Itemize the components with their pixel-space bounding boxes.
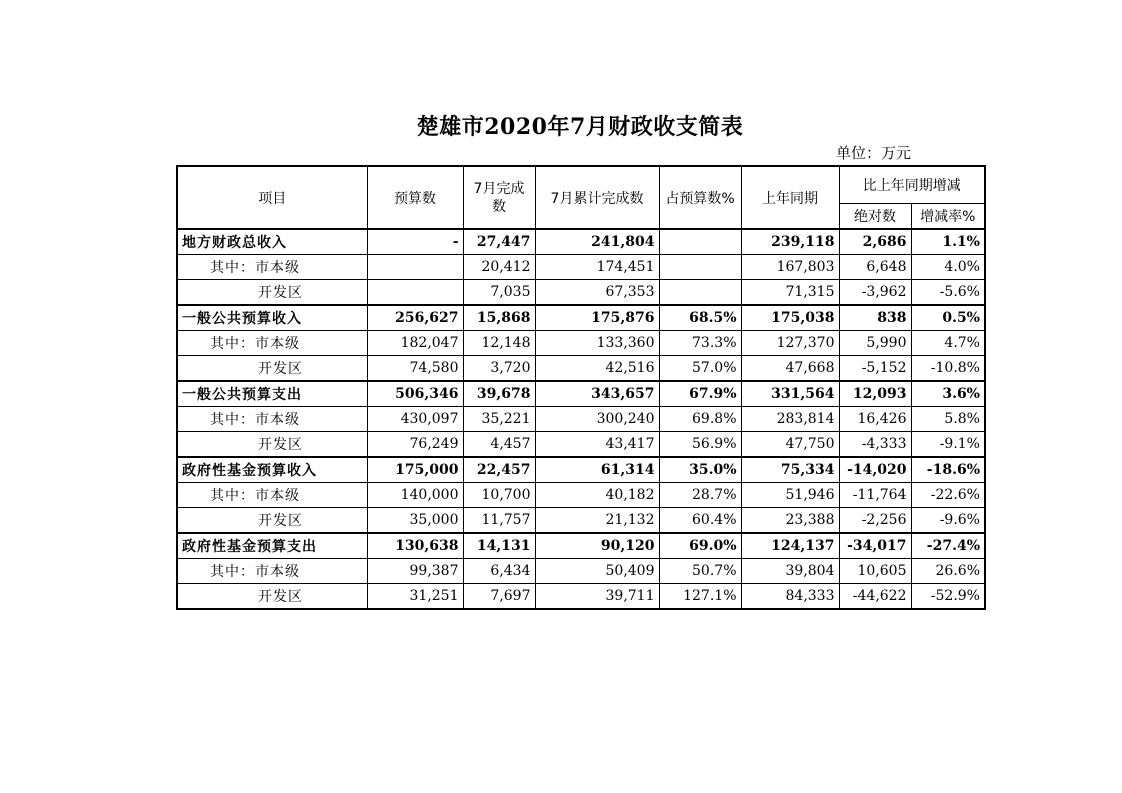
cell-pct: 127.1% xyxy=(659,584,741,610)
row-label: 其中：市本级 xyxy=(177,483,367,508)
table-row xyxy=(177,407,985,432)
cell-budget: 35,000 xyxy=(367,508,463,534)
row-label: 政府性基金预算收入 xyxy=(177,457,367,483)
header-july: 7月完成数 xyxy=(463,166,535,229)
unit-label: 单位：万元 xyxy=(836,144,912,162)
cell-july: 7,697 xyxy=(463,584,535,610)
cell-ly: 283,814 xyxy=(741,407,839,432)
cell-cum: 300,240 xyxy=(535,407,659,432)
cell-pct: 35.0% xyxy=(659,457,741,483)
cell-abs: 16,426 xyxy=(839,407,911,432)
row-label: 开发区 xyxy=(177,280,367,306)
cell-july: 20,412 xyxy=(463,255,535,280)
header-rate: 增减率% xyxy=(911,204,985,230)
cell-pct: 67.9% xyxy=(659,381,741,407)
document-title: 楚雄市2020年7月财政收支简表 xyxy=(416,114,744,140)
cell-budget: - xyxy=(367,229,463,255)
cell-abs: 838 xyxy=(839,305,911,331)
cell-july: 11,757 xyxy=(463,508,535,534)
cell-cum: 343,657 xyxy=(535,381,659,407)
cell-budget: 74,580 xyxy=(367,356,463,382)
cell-pct: 28.7% xyxy=(659,483,741,508)
cell-abs: 2,686 xyxy=(839,229,911,255)
cell-cum: 21,132 xyxy=(535,508,659,534)
cell-cum: 39,711 xyxy=(535,584,659,610)
cell-abs: -4,333 xyxy=(839,432,911,458)
cell-pct xyxy=(659,229,741,255)
cell-cum: 61,314 xyxy=(535,457,659,483)
cell-ly: 47,750 xyxy=(741,432,839,458)
cell-abs: 10,605 xyxy=(839,559,911,584)
cell-budget: 256,627 xyxy=(367,305,463,331)
cell-july: 22,457 xyxy=(463,457,535,483)
cell-rate: 4.0% xyxy=(911,255,985,280)
cell-rate: 5.8% xyxy=(911,407,985,432)
row-label: 开发区 xyxy=(177,356,367,382)
cell-ly: 127,370 xyxy=(741,331,839,356)
cell-abs: -34,017 xyxy=(839,533,911,559)
row-label: 开发区 xyxy=(177,432,367,458)
finance-table xyxy=(176,165,986,610)
cell-rate: 1.1% xyxy=(911,229,985,255)
cell-cum: 174,451 xyxy=(535,255,659,280)
cell-july: 27,447 xyxy=(463,229,535,255)
cell-rate: -9.1% xyxy=(911,432,985,458)
header-abs: 绝对数 xyxy=(839,204,911,230)
cell-rate: -52.9% xyxy=(911,584,985,610)
cell-cum: 241,804 xyxy=(535,229,659,255)
cell-abs: -11,764 xyxy=(839,483,911,508)
row-label: 其中：市本级 xyxy=(177,559,367,584)
cell-budget: 140,000 xyxy=(367,483,463,508)
table-row xyxy=(177,508,985,534)
cell-budget: 506,346 xyxy=(367,381,463,407)
row-label: 地方财政总收入 xyxy=(177,229,367,255)
table-row xyxy=(177,483,985,508)
row-label: 其中：市本级 xyxy=(177,331,367,356)
cell-budget: 175,000 xyxy=(367,457,463,483)
cell-july: 3,720 xyxy=(463,356,535,382)
header-pct-budget: 占预算数% xyxy=(659,166,741,229)
cell-abs: 6,648 xyxy=(839,255,911,280)
cell-rate: 26.6% xyxy=(911,559,985,584)
cell-rate: -5.6% xyxy=(911,280,985,306)
cell-july: 14,131 xyxy=(463,533,535,559)
cell-cum: 40,182 xyxy=(535,483,659,508)
cell-july: 39,678 xyxy=(463,381,535,407)
cell-ly: 71,315 xyxy=(741,280,839,306)
row-label: 一般公共预算支出 xyxy=(177,381,367,407)
cell-rate: -9.6% xyxy=(911,508,985,534)
cell-july: 6,434 xyxy=(463,559,535,584)
cell-pct: 60.4% xyxy=(659,508,741,534)
row-label: 其中：市本级 xyxy=(177,255,367,280)
cell-rate: 4.7% xyxy=(911,331,985,356)
cell-budget: 182,047 xyxy=(367,331,463,356)
header-last-year: 上年同期 xyxy=(741,166,839,229)
row-label: 一般公共预算收入 xyxy=(177,305,367,331)
cell-cum: 67,353 xyxy=(535,280,659,306)
cell-budget: 31,251 xyxy=(367,584,463,610)
cell-ly: 23,388 xyxy=(741,508,839,534)
cell-budget xyxy=(367,255,463,280)
cell-rate: -18.6% xyxy=(911,457,985,483)
header-item: 项目 xyxy=(177,166,367,229)
table-row xyxy=(177,331,985,356)
cell-abs: 12,093 xyxy=(839,381,911,407)
table-row xyxy=(177,305,985,331)
cell-pct: 57.0% xyxy=(659,356,741,382)
cell-ly: 124,137 xyxy=(741,533,839,559)
cell-pct: 68.5% xyxy=(659,305,741,331)
cell-budget: 130,638 xyxy=(367,533,463,559)
cell-july: 35,221 xyxy=(463,407,535,432)
cell-abs: -44,622 xyxy=(839,584,911,610)
header-budget: 预算数 xyxy=(367,166,463,229)
table-row xyxy=(177,559,985,584)
table-row xyxy=(177,280,985,306)
cell-ly: 167,803 xyxy=(741,255,839,280)
cell-rate: 3.6% xyxy=(911,381,985,407)
cell-ly: 239,118 xyxy=(741,229,839,255)
cell-cum: 42,516 xyxy=(535,356,659,382)
cell-cum: 175,876 xyxy=(535,305,659,331)
cell-pct: 50.7% xyxy=(659,559,741,584)
cell-july: 10,700 xyxy=(463,483,535,508)
cell-budget: 430,097 xyxy=(367,407,463,432)
row-label: 其中：市本级 xyxy=(177,407,367,432)
cell-cum: 133,360 xyxy=(535,331,659,356)
row-label: 开发区 xyxy=(177,584,367,610)
table-body xyxy=(177,229,985,609)
cell-pct xyxy=(659,280,741,306)
cell-ly: 84,333 xyxy=(741,584,839,610)
cell-july: 15,868 xyxy=(463,305,535,331)
cell-cum: 90,120 xyxy=(535,533,659,559)
cell-rate: 0.5% xyxy=(911,305,985,331)
cell-rate: -22.6% xyxy=(911,483,985,508)
header-yoy: 比上年同期增减 xyxy=(839,166,985,204)
cell-ly: 175,038 xyxy=(741,305,839,331)
cell-pct xyxy=(659,255,741,280)
table-row xyxy=(177,356,985,382)
cell-july: 7,035 xyxy=(463,280,535,306)
cell-july: 4,457 xyxy=(463,432,535,458)
cell-rate: -27.4% xyxy=(911,533,985,559)
cell-ly: 75,334 xyxy=(741,457,839,483)
cell-ly: 331,564 xyxy=(741,381,839,407)
row-label: 政府性基金预算支出 xyxy=(177,533,367,559)
table-row xyxy=(177,432,985,458)
table-row xyxy=(177,457,985,483)
cell-pct: 73.3% xyxy=(659,331,741,356)
table-row xyxy=(177,533,985,559)
cell-abs: -5,152 xyxy=(839,356,911,382)
table-row xyxy=(177,381,985,407)
cell-pct: 69.0% xyxy=(659,533,741,559)
cell-pct: 56.9% xyxy=(659,432,741,458)
row-label: 开发区 xyxy=(177,508,367,534)
cell-budget xyxy=(367,280,463,306)
cell-july: 12,148 xyxy=(463,331,535,356)
cell-pct: 69.8% xyxy=(659,407,741,432)
cell-ly: 51,946 xyxy=(741,483,839,508)
cell-ly: 47,668 xyxy=(741,356,839,382)
cell-budget: 99,387 xyxy=(367,559,463,584)
cell-abs: -14,020 xyxy=(839,457,911,483)
cell-cum: 50,409 xyxy=(535,559,659,584)
cell-ly: 39,804 xyxy=(741,559,839,584)
cell-budget: 76,249 xyxy=(367,432,463,458)
cell-abs: -2,256 xyxy=(839,508,911,534)
cell-abs: 5,990 xyxy=(839,331,911,356)
table-row xyxy=(177,229,985,255)
table-row xyxy=(177,584,985,610)
header-cumulative: 7月累计完成数 xyxy=(535,166,659,229)
cell-rate: -10.8% xyxy=(911,356,985,382)
cell-cum: 43,417 xyxy=(535,432,659,458)
table-row xyxy=(177,255,985,280)
cell-abs: -3,962 xyxy=(839,280,911,306)
